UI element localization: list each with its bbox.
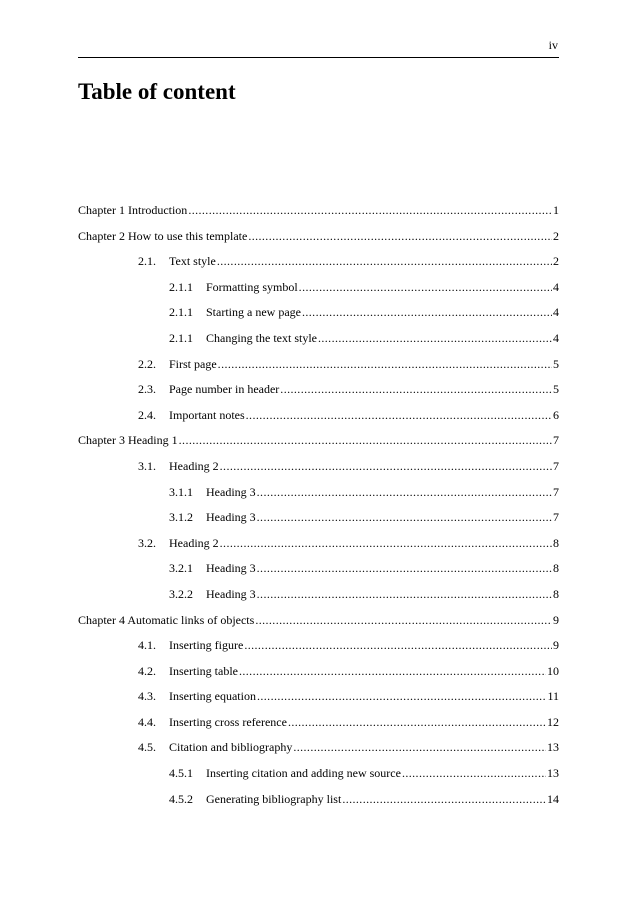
- toc-entry-text: Heading 3: [206, 561, 256, 576]
- toc-entry-page: 6: [553, 407, 559, 422]
- toc-entry[interactable]: [78, 277, 559, 303]
- toc-entry-number: 2.4.: [138, 407, 156, 422]
- toc-entry[interactable]: [78, 251, 559, 277]
- toc-leader-dots: [318, 328, 552, 348]
- toc-entry-page: 7: [553, 510, 559, 525]
- toc-entry-text: Starting a new page: [206, 305, 301, 320]
- toc-entry-number: 4.1.: [138, 638, 156, 653]
- toc-leader-dots: [179, 430, 552, 450]
- toc-entry-page: 4: [553, 305, 559, 320]
- toc-leader-dots: [239, 661, 546, 681]
- page-title: Table of content: [78, 79, 236, 104]
- toc-entry[interactable]: [78, 763, 559, 789]
- toc-leader-dots: [246, 405, 552, 425]
- toc-leader-dots: [188, 200, 552, 220]
- toc-entry[interactable]: [78, 226, 559, 252]
- toc-entry-page: 7: [553, 458, 559, 473]
- toc-entry-text: First page: [169, 356, 217, 371]
- toc-entry-text: Inserting cross reference: [169, 714, 287, 729]
- toc-entry[interactable]: [78, 507, 559, 533]
- toc-entry-page: 9: [553, 638, 559, 653]
- toc-entry[interactable]: [78, 405, 559, 431]
- toc-entry[interactable]: [78, 200, 559, 226]
- toc-entry-number: 4.5.2: [169, 791, 193, 806]
- toc-entry-page: 13: [547, 740, 559, 755]
- toc-entry-text: Inserting figure: [169, 638, 244, 653]
- toc-entry-number: 3.2.: [138, 535, 156, 550]
- toc-entry-page: 5: [553, 382, 559, 397]
- toc-entry-page: 4: [553, 279, 559, 294]
- toc-leader-dots: [257, 584, 552, 604]
- toc-entry-text: Heading 2: [169, 458, 219, 473]
- toc-leader-dots: [302, 302, 552, 322]
- toc-entry[interactable]: [78, 712, 559, 738]
- toc-leader-dots: [220, 456, 552, 476]
- toc-entry-text: Citation and bibliography: [169, 740, 293, 755]
- toc-entry-number: 2.1.: [138, 254, 156, 269]
- toc-entry-text: Heading 2: [169, 535, 219, 550]
- toc-entry-page: 12: [547, 714, 559, 729]
- toc-entry-text: Chapter 1 Introduction: [78, 203, 188, 217]
- toc-entry[interactable]: [78, 584, 559, 610]
- toc-entry-number: 4.2.: [138, 663, 156, 678]
- toc-entry[interactable]: [78, 533, 559, 559]
- toc-entry-page: 10: [547, 663, 559, 678]
- toc-entry-text: Inserting equation: [169, 689, 256, 704]
- toc-entry-page: 7: [553, 484, 559, 499]
- toc-entry-text: Inserting table: [169, 663, 238, 678]
- toc-leader-dots: [217, 251, 552, 271]
- toc-entry-text: Generating bibliography list: [206, 791, 342, 806]
- toc-entry[interactable]: [78, 558, 559, 584]
- toc-entry-text: Chapter 3 Heading 1: [78, 433, 178, 448]
- toc-entry-text: Changing the text style: [206, 330, 317, 345]
- toc-entry[interactable]: [78, 302, 559, 328]
- toc-entry-page: 13: [547, 766, 559, 781]
- toc-entry-text: Heading 3: [206, 510, 256, 525]
- toc-entry[interactable]: [78, 379, 559, 405]
- toc-entry-number: 4.5.1: [169, 766, 193, 781]
- toc-entry-number: 4.3.: [138, 689, 156, 704]
- toc-entry-number: 3.2.1: [169, 561, 193, 576]
- toc-entry-page: 8: [553, 561, 559, 576]
- toc-leader-dots: [244, 635, 552, 655]
- header-page-number: iv: [548, 38, 558, 52]
- toc-entry-text: Text style: [169, 254, 216, 269]
- toc-entry-page: 11: [547, 689, 559, 704]
- toc-entry[interactable]: [78, 482, 559, 508]
- toc-entry[interactable]: [78, 430, 559, 456]
- toc-leader-dots: [257, 686, 546, 706]
- toc-entry[interactable]: [78, 737, 559, 763]
- toc-entry-number: 3.2.2: [169, 586, 193, 601]
- toc-entry[interactable]: [78, 635, 559, 661]
- toc-entry-number: 3.1.2: [169, 510, 193, 525]
- toc-entry-number: 2.3.: [138, 382, 156, 397]
- toc-entry-page: 14: [547, 791, 559, 806]
- toc-entry-page: 8: [553, 535, 559, 550]
- toc-entry-number: 4.5.: [138, 740, 156, 755]
- toc-entry[interactable]: [78, 789, 559, 815]
- header-rule: [78, 57, 559, 58]
- toc-entry-text: Page number in header: [169, 382, 280, 397]
- toc-leader-dots: [257, 558, 552, 578]
- toc-leader-dots: [288, 712, 546, 732]
- toc-entry-page: 5: [553, 356, 559, 371]
- toc-entry-page: 9: [553, 612, 559, 627]
- toc-entry-page: 8: [553, 586, 559, 601]
- toc-entry-text: Heading 3: [206, 586, 256, 601]
- toc-entry-number: 2.1.1: [169, 279, 193, 294]
- toc-leader-dots: [255, 610, 552, 630]
- toc-entry-text: Inserting citation and adding new source: [206, 766, 401, 781]
- toc-leader-dots: [248, 226, 552, 246]
- toc-entry-page: 2: [553, 228, 559, 243]
- toc-leader-dots: [299, 277, 552, 297]
- toc-entry[interactable]: [78, 610, 559, 636]
- toc-entry-page: 4: [553, 330, 559, 345]
- toc-entry[interactable]: [78, 456, 559, 482]
- toc-entry-number: 4.4.: [138, 714, 156, 729]
- toc-entry-number: 3.1.1: [169, 484, 193, 499]
- toc-entry-page: 1: [553, 203, 559, 217]
- toc-entry-text: Heading 3: [206, 484, 256, 499]
- toc-entry-number: 2.1.1: [169, 330, 193, 345]
- toc-leader-dots: [257, 482, 552, 502]
- toc-leader-dots: [293, 737, 546, 757]
- toc-entry-page: 7: [553, 433, 559, 448]
- toc-leader-dots: [220, 533, 552, 553]
- toc-entry[interactable]: [78, 661, 559, 687]
- toc-entry-number: 3.1.: [138, 458, 156, 473]
- toc-entry-number: 2.2.: [138, 356, 156, 371]
- toc-entry[interactable]: [78, 328, 559, 354]
- toc-entry-text: Important notes: [169, 407, 245, 422]
- toc-entry-text: Formatting symbol: [206, 279, 298, 294]
- toc-entry-page: 2: [553, 254, 559, 269]
- toc-entry-number: 2.1.1: [169, 305, 193, 320]
- toc-leader-dots: [280, 379, 552, 399]
- toc-list: [78, 200, 559, 814]
- toc-leader-dots: [218, 354, 552, 374]
- toc-entry[interactable]: [78, 686, 559, 712]
- toc-leader-dots: [342, 789, 546, 809]
- toc-leader-dots: [257, 507, 552, 527]
- toc-leader-dots: [402, 763, 546, 783]
- toc-entry-text: Chapter 2 How to use this template: [78, 228, 248, 243]
- toc-entry[interactable]: [78, 354, 559, 380]
- toc-entry-text: Chapter 4 Automatic links of objects: [78, 612, 255, 627]
